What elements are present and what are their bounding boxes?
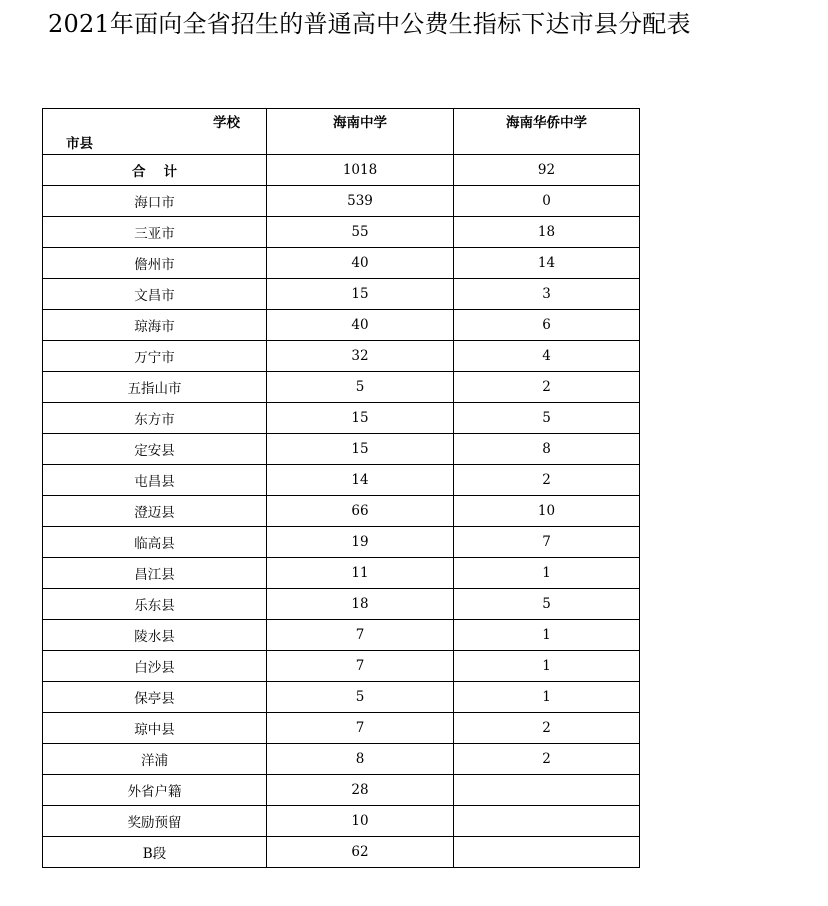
table-row [43,806,640,837]
county-cell: 三亚市 [43,217,267,248]
county-cell: 临高县 [43,527,267,558]
hainan-middle-school-quota-cell: 40 [267,310,454,341]
table-row [43,279,640,310]
total-hainan-middle-school: 1018 [267,155,454,186]
corner-school-label: 学校 [213,115,240,131]
total-label: 合计 [43,155,267,186]
hainan-overseas-chinese-middle-school-quota-cell: 14 [454,248,640,279]
table-row [43,217,640,248]
hainan-overseas-chinese-middle-school-quota-cell: 4 [454,341,640,372]
table-row [43,558,640,589]
table-row [43,589,640,620]
table-row [43,620,640,651]
county-cell: 白沙县 [43,651,267,682]
corner-header-cell [43,109,267,155]
county-cell: 洋浦 [43,744,267,775]
hainan-overseas-chinese-middle-school-quota-cell: 2 [454,372,640,403]
hainan-middle-school-quota-cell: 19 [267,527,454,558]
county-cell: 陵水县 [43,620,267,651]
hainan-overseas-chinese-middle-school-quota-cell [454,837,640,868]
hainan-middle-school-quota-cell: 539 [267,186,454,217]
total-row [43,155,640,186]
corner-county-label: 市县 [66,136,93,152]
hainan-middle-school-quota-cell: 8 [267,744,454,775]
hainan-overseas-chinese-middle-school-quota-cell: 6 [454,310,640,341]
hainan-middle-school-quota-cell: 7 [267,651,454,682]
table-row [43,465,640,496]
county-cell: 文昌市 [43,279,267,310]
table-row [43,403,640,434]
table-row [43,651,640,682]
county-cell: 奖励预留 [43,806,267,837]
hainan-middle-school-quota-cell: 7 [267,713,454,744]
county-cell: 澄迈县 [43,496,267,527]
county-cell: 琼海市 [43,310,267,341]
allocation-table [42,108,640,868]
page-title: 2021年面向全省招生的普通高中公费生指标下达市县分配表 [48,10,691,38]
hainan-middle-school-quota-cell: 40 [267,248,454,279]
hainan-overseas-chinese-middle-school-quota-cell: 2 [454,744,640,775]
table-row [43,496,640,527]
county-cell: 乐东县 [43,589,267,620]
hainan-middle-school-quota-cell: 15 [267,403,454,434]
hainan-overseas-chinese-middle-school-quota-cell: 5 [454,589,640,620]
hainan-middle-school-quota-cell: 5 [267,372,454,403]
hainan-overseas-chinese-middle-school-quota-cell: 5 [454,403,640,434]
column-header-hainan-middle-school: 海南中学 [267,109,454,155]
hainan-overseas-chinese-middle-school-quota-cell: 2 [454,713,640,744]
county-cell: 昌江县 [43,558,267,589]
county-cell: 五指山市 [43,372,267,403]
county-cell: 琼中县 [43,713,267,744]
hainan-middle-school-quota-cell: 11 [267,558,454,589]
table-row [43,744,640,775]
table-row [43,682,640,713]
county-cell: 外省户籍 [43,775,267,806]
table-row [43,713,640,744]
hainan-middle-school-quota-cell: 66 [267,496,454,527]
county-cell: 屯昌县 [43,465,267,496]
hainan-overseas-chinese-middle-school-quota-cell: 1 [454,682,640,713]
table-row [43,186,640,217]
county-cell: 保亭县 [43,682,267,713]
table-row [43,775,640,806]
hainan-overseas-chinese-middle-school-quota-cell: 1 [454,651,640,682]
table-header-row [43,109,640,155]
hainan-middle-school-quota-cell: 28 [267,775,454,806]
hainan-overseas-chinese-middle-school-quota-cell: 2 [454,465,640,496]
hainan-overseas-chinese-middle-school-quota-cell: 1 [454,620,640,651]
hainan-middle-school-quota-cell: 55 [267,217,454,248]
hainan-overseas-chinese-middle-school-quota-cell: 8 [454,434,640,465]
hainan-middle-school-quota-cell: 7 [267,620,454,651]
table-row [43,837,640,868]
county-cell: 儋州市 [43,248,267,279]
hainan-overseas-chinese-middle-school-quota-cell: 3 [454,279,640,310]
hainan-overseas-chinese-middle-school-quota-cell: 0 [454,186,640,217]
table-row [43,434,640,465]
hainan-middle-school-quota-cell: 15 [267,279,454,310]
hainan-middle-school-quota-cell: 18 [267,589,454,620]
hainan-middle-school-quota-cell: 62 [267,837,454,868]
county-cell: 东方市 [43,403,267,434]
hainan-overseas-chinese-middle-school-quota-cell: 10 [454,496,640,527]
county-cell: B段 [43,837,267,868]
county-cell: 定安县 [43,434,267,465]
hainan-middle-school-quota-cell: 14 [267,465,454,496]
hainan-overseas-chinese-middle-school-quota-cell: 18 [454,217,640,248]
table-row [43,248,640,279]
county-cell: 海口市 [43,186,267,217]
hainan-middle-school-quota-cell: 10 [267,806,454,837]
hainan-overseas-chinese-middle-school-quota-cell [454,806,640,837]
table-row [43,310,640,341]
table-row [43,527,640,558]
hainan-middle-school-quota-cell: 15 [267,434,454,465]
hainan-overseas-chinese-middle-school-quota-cell: 7 [454,527,640,558]
hainan-middle-school-quota-cell: 5 [267,682,454,713]
county-cell: 万宁市 [43,341,267,372]
table-row [43,372,640,403]
hainan-middle-school-quota-cell: 32 [267,341,454,372]
hainan-overseas-chinese-middle-school-quota-cell [454,775,640,806]
hainan-overseas-chinese-middle-school-quota-cell: 1 [454,558,640,589]
column-header-hainan-overseas-chinese-middle-school: 海南华侨中学 [454,109,640,155]
total-hainan-overseas-chinese-middle-school: 92 [454,155,640,186]
table-row [43,341,640,372]
